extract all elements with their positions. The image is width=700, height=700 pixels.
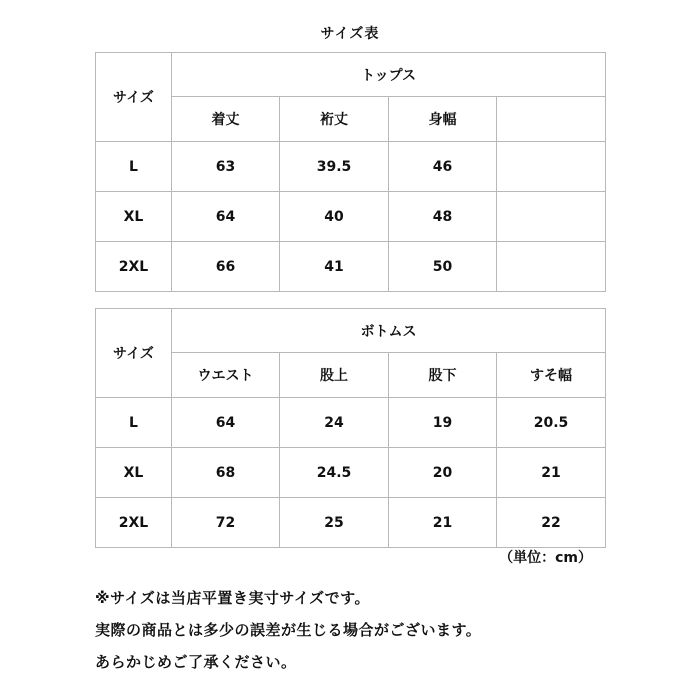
column-header: 着丈	[172, 97, 280, 142]
tops-size-table	[95, 52, 606, 292]
column-header-empty	[497, 97, 606, 142]
value-cell: 22	[497, 498, 606, 548]
column-header-row	[96, 97, 606, 142]
size-header: サイズ	[96, 309, 172, 398]
unit-note: （単位：cm）	[499, 550, 592, 566]
group-header-bottoms: ボトムス	[172, 309, 606, 353]
table-header-row	[96, 309, 606, 353]
value-cell: 41	[280, 242, 389, 292]
value-cell: 40	[280, 192, 389, 242]
value-cell: 63	[172, 142, 280, 192]
table-row	[96, 192, 606, 242]
size-cell: 2XL	[96, 242, 172, 292]
size-cell: XL	[96, 192, 172, 242]
table-row	[96, 448, 606, 498]
value-cell: 68	[172, 448, 280, 498]
column-header-row	[96, 353, 606, 398]
column-header: 身幅	[389, 97, 497, 142]
column-header: 裄丈	[280, 97, 389, 142]
value-cell: 66	[172, 242, 280, 292]
table-row	[96, 242, 606, 292]
bottoms-size-table	[95, 308, 606, 548]
column-header: ウエスト	[172, 353, 280, 398]
table-row	[96, 498, 606, 548]
table-header-row	[96, 53, 606, 97]
value-cell-empty	[497, 242, 606, 292]
value-cell: 64	[172, 398, 280, 448]
page-title: サイズ表	[320, 26, 380, 42]
value-cell: 39.5	[280, 142, 389, 192]
value-cell: 64	[172, 192, 280, 242]
column-header: 股下	[389, 353, 497, 398]
value-cell: 24.5	[280, 448, 389, 498]
value-cell: 21	[497, 448, 606, 498]
table-row	[96, 398, 606, 448]
column-header: 股上	[280, 353, 389, 398]
size-header: サイズ	[96, 53, 172, 142]
value-cell: 24	[280, 398, 389, 448]
value-cell: 21	[389, 498, 497, 548]
note-line: あらかじめご了承ください。	[95, 653, 297, 671]
value-cell: 20.5	[497, 398, 606, 448]
value-cell: 50	[389, 242, 497, 292]
value-cell: 25	[280, 498, 389, 548]
value-cell: 48	[389, 192, 497, 242]
value-cell: 72	[172, 498, 280, 548]
notes-block	[95, 582, 481, 678]
value-cell: 20	[389, 448, 497, 498]
column-header: すそ幅	[497, 353, 606, 398]
size-cell: XL	[96, 448, 172, 498]
size-cell: L	[96, 142, 172, 192]
size-cell: L	[96, 398, 172, 448]
size-cell: 2XL	[96, 498, 172, 548]
value-cell-empty	[497, 192, 606, 242]
note-line: ※サイズは当店平置き実寸サイズです。	[95, 589, 370, 607]
value-cell: 46	[389, 142, 497, 192]
value-cell: 19	[389, 398, 497, 448]
value-cell-empty	[497, 142, 606, 192]
table-row	[96, 142, 606, 192]
note-line: 実際の商品とは多少の誤差が生じる場合がございます。	[95, 621, 482, 639]
group-header-tops: トップス	[172, 53, 606, 97]
